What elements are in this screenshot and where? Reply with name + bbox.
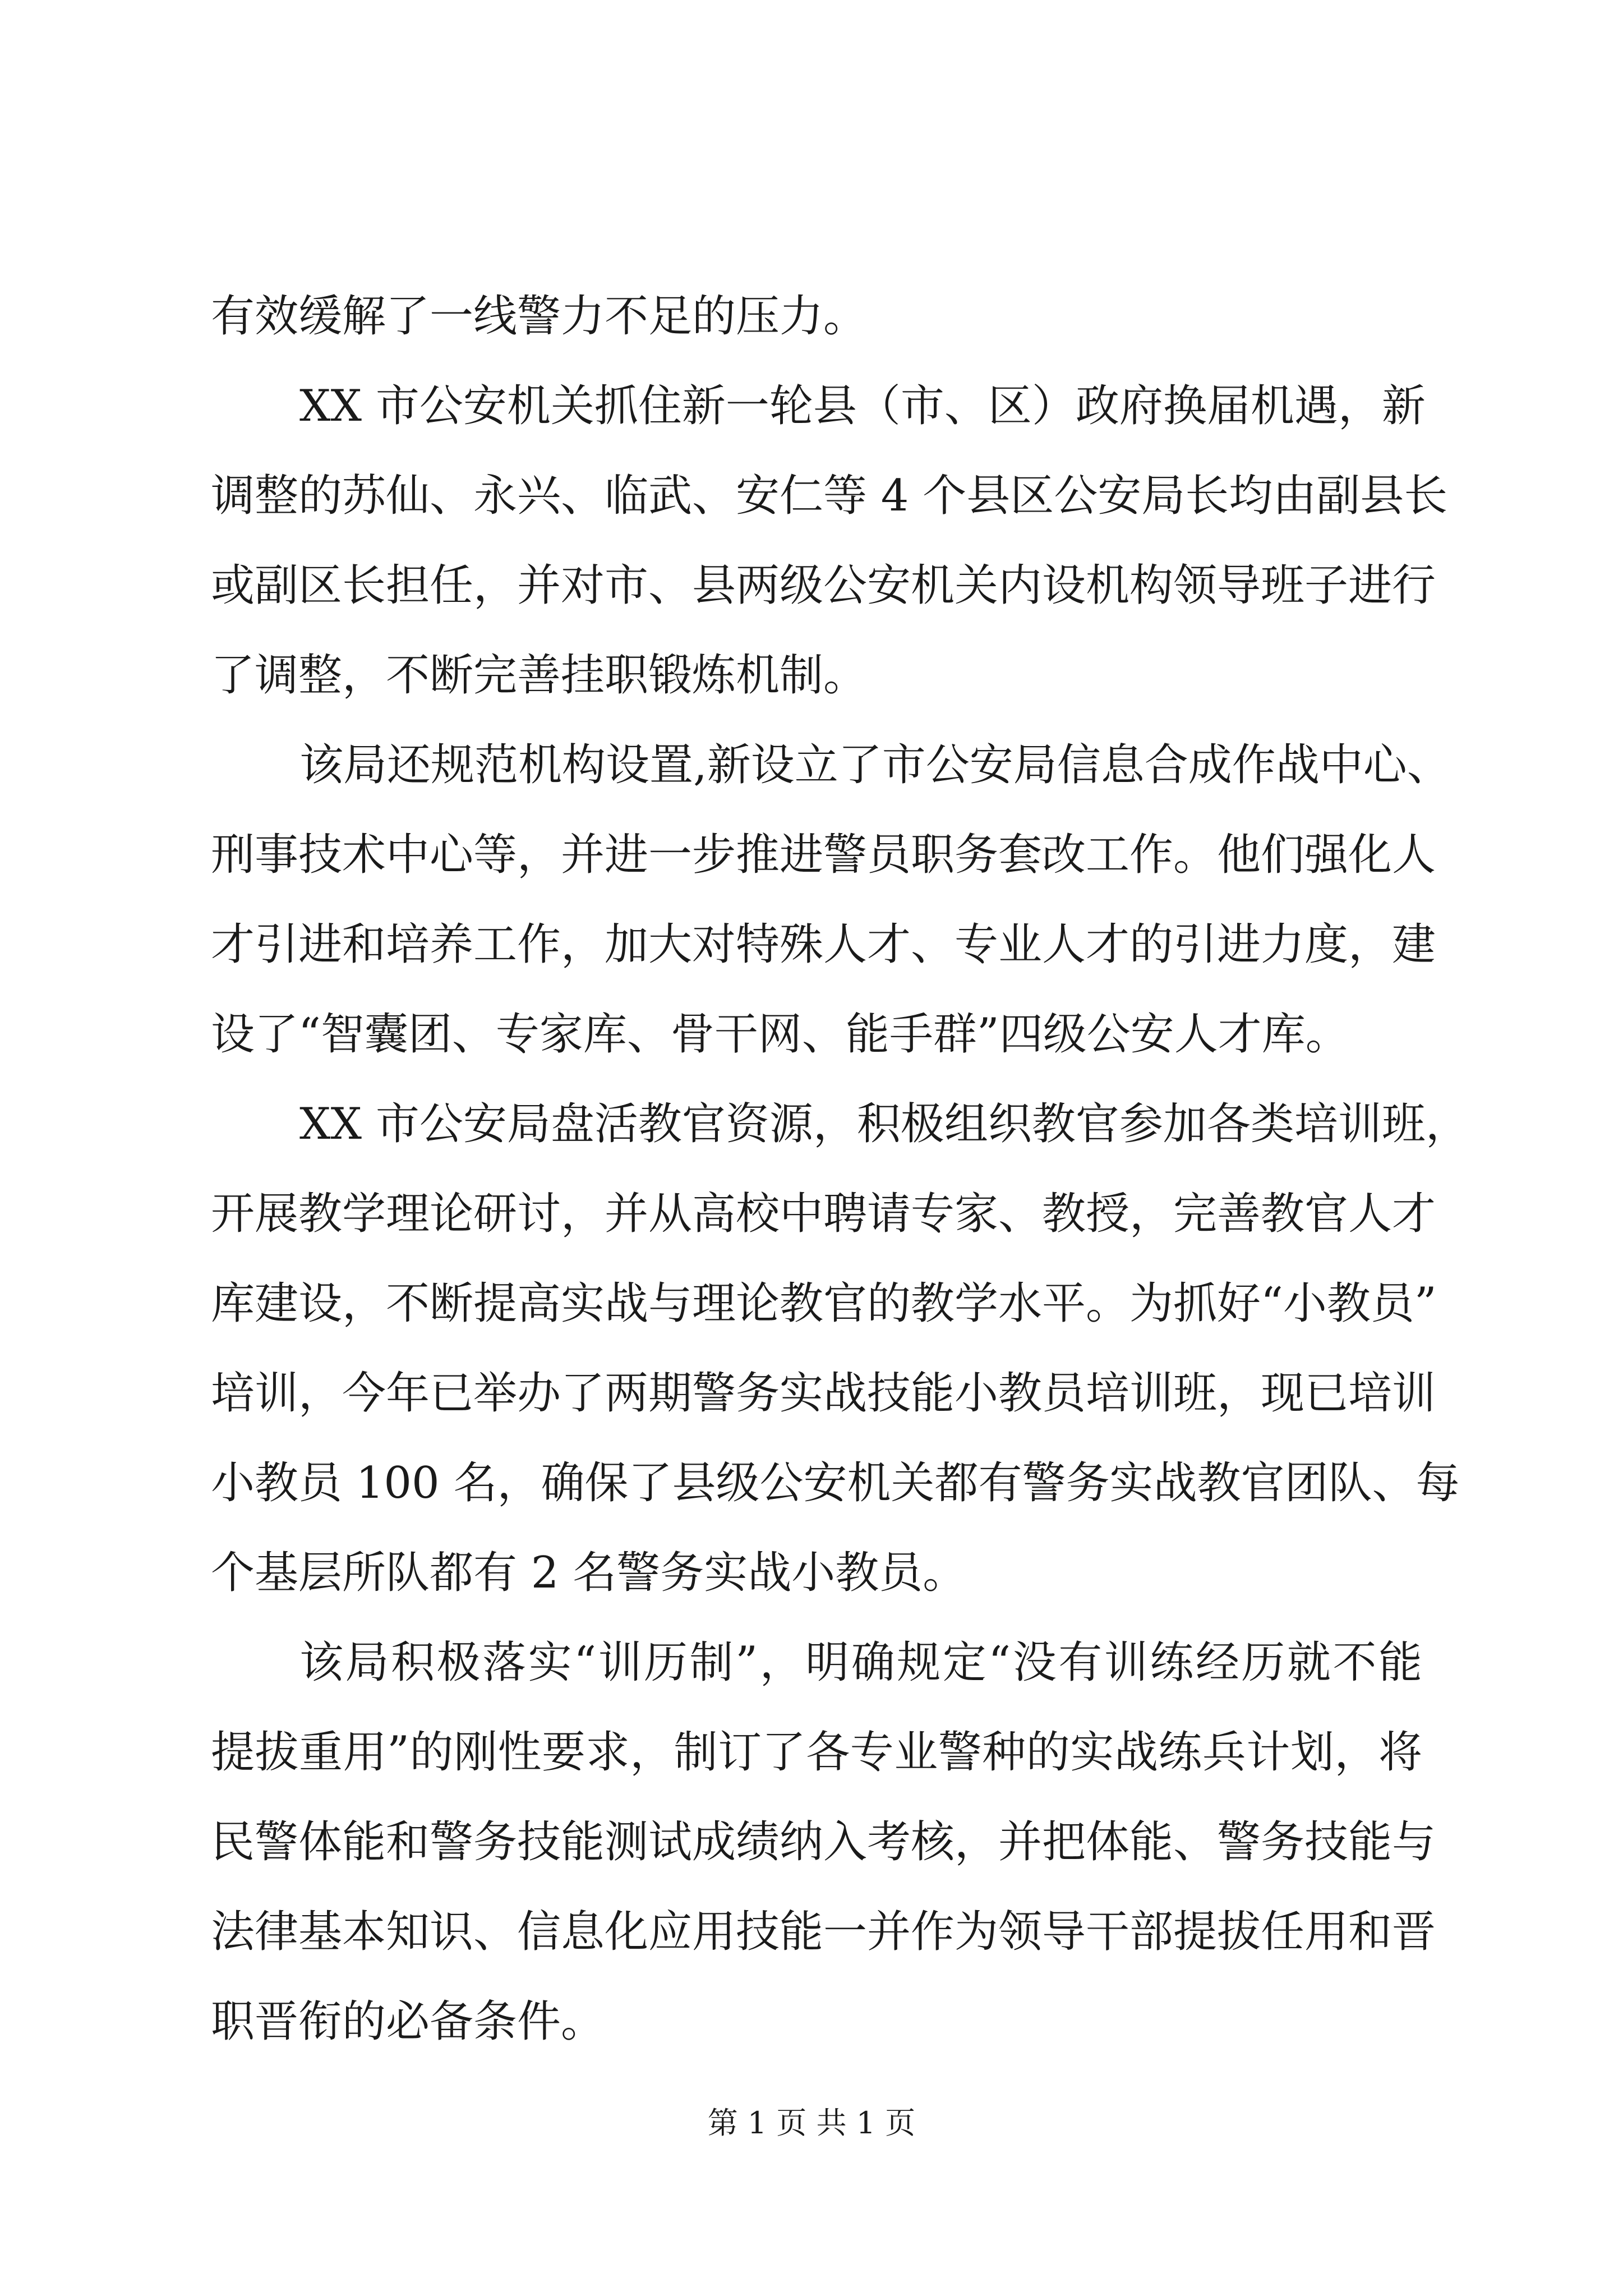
text-line: 才引进和培养工作，加大对特殊人才、专业人才的引进力度，建 (211, 919, 1436, 970)
text-line: 法律基本知识、信息化应用技能一并作为领导干部提拔任用和晋 (211, 1907, 1436, 1957)
text-line: 了调整，不断完善挂职锻炼机制。 (211, 650, 868, 701)
text-line: 有效缓解了一线警力不足的压力。 (211, 291, 868, 342)
paragraph (211, 1618, 1436, 2067)
text-line: 职晋衔的必备条件。 (211, 1996, 605, 2047)
text-line: 开展教学理论研讨，并从高校中聘请专家、教授，完善教官人才 (211, 1189, 1436, 1239)
text-line: XX 市公安局盘活教官资源，积极组织教官参加各类培训班， (299, 1099, 1469, 1149)
paragraph (211, 272, 1422, 361)
text-line: 该局积极落实“训历制”，明确规定“没有训练经历就不能 (299, 1637, 1422, 1688)
page-footer: 第 1 页 共 1 页 (707, 2105, 916, 2141)
text-line: 调整的苏仙、永兴、临武、安仁等 4 个县区公安局长均由副县长 (211, 471, 1448, 521)
text-line: 提拔重用”的刚性要求，制订了各专业警种的实战练兵计划，将 (211, 1727, 1422, 1778)
text-line: 该局还规范机构设置,新设立了市公安局信息合成作战中心、 (299, 740, 1451, 790)
text-line: 设了“智囊团、专家库、骨干网、能手群”四级公安人才库。 (211, 1009, 1349, 1060)
paragraph (211, 720, 1451, 1079)
text-line: XX 市公安机关抓住新一轮县（市、区）政府换届机遇，新 (299, 381, 1426, 431)
text-line: 民警体能和警务技能测试成绩纳入考核，并把体能、警务技能与 (211, 1817, 1436, 1867)
text-line: 培训，今年已举办了两期警务实战技能小教员培训班，现已培训 (211, 1368, 1436, 1419)
text-line: 个基层所队都有 2 名警务实战小教员。 (211, 1548, 967, 1598)
paragraph (211, 1079, 1469, 1618)
text-line: 或副区长担任，并对市、县两级公安机关内设机构领导班子进行 (211, 560, 1436, 611)
text-line: 刑事技术中心等，并进一步推进警员职务套改工作。他们强化人 (211, 830, 1436, 880)
document-body (211, 272, 1469, 2067)
text-line: 库建设，不断提高实战与理论教官的教学水平。为抓好“小教员” (211, 1278, 1437, 1329)
paragraph (211, 361, 1448, 720)
text-line: 小教员 100 名，确保了县级公安机关都有警务实战教官团队、每 (211, 1458, 1460, 1508)
